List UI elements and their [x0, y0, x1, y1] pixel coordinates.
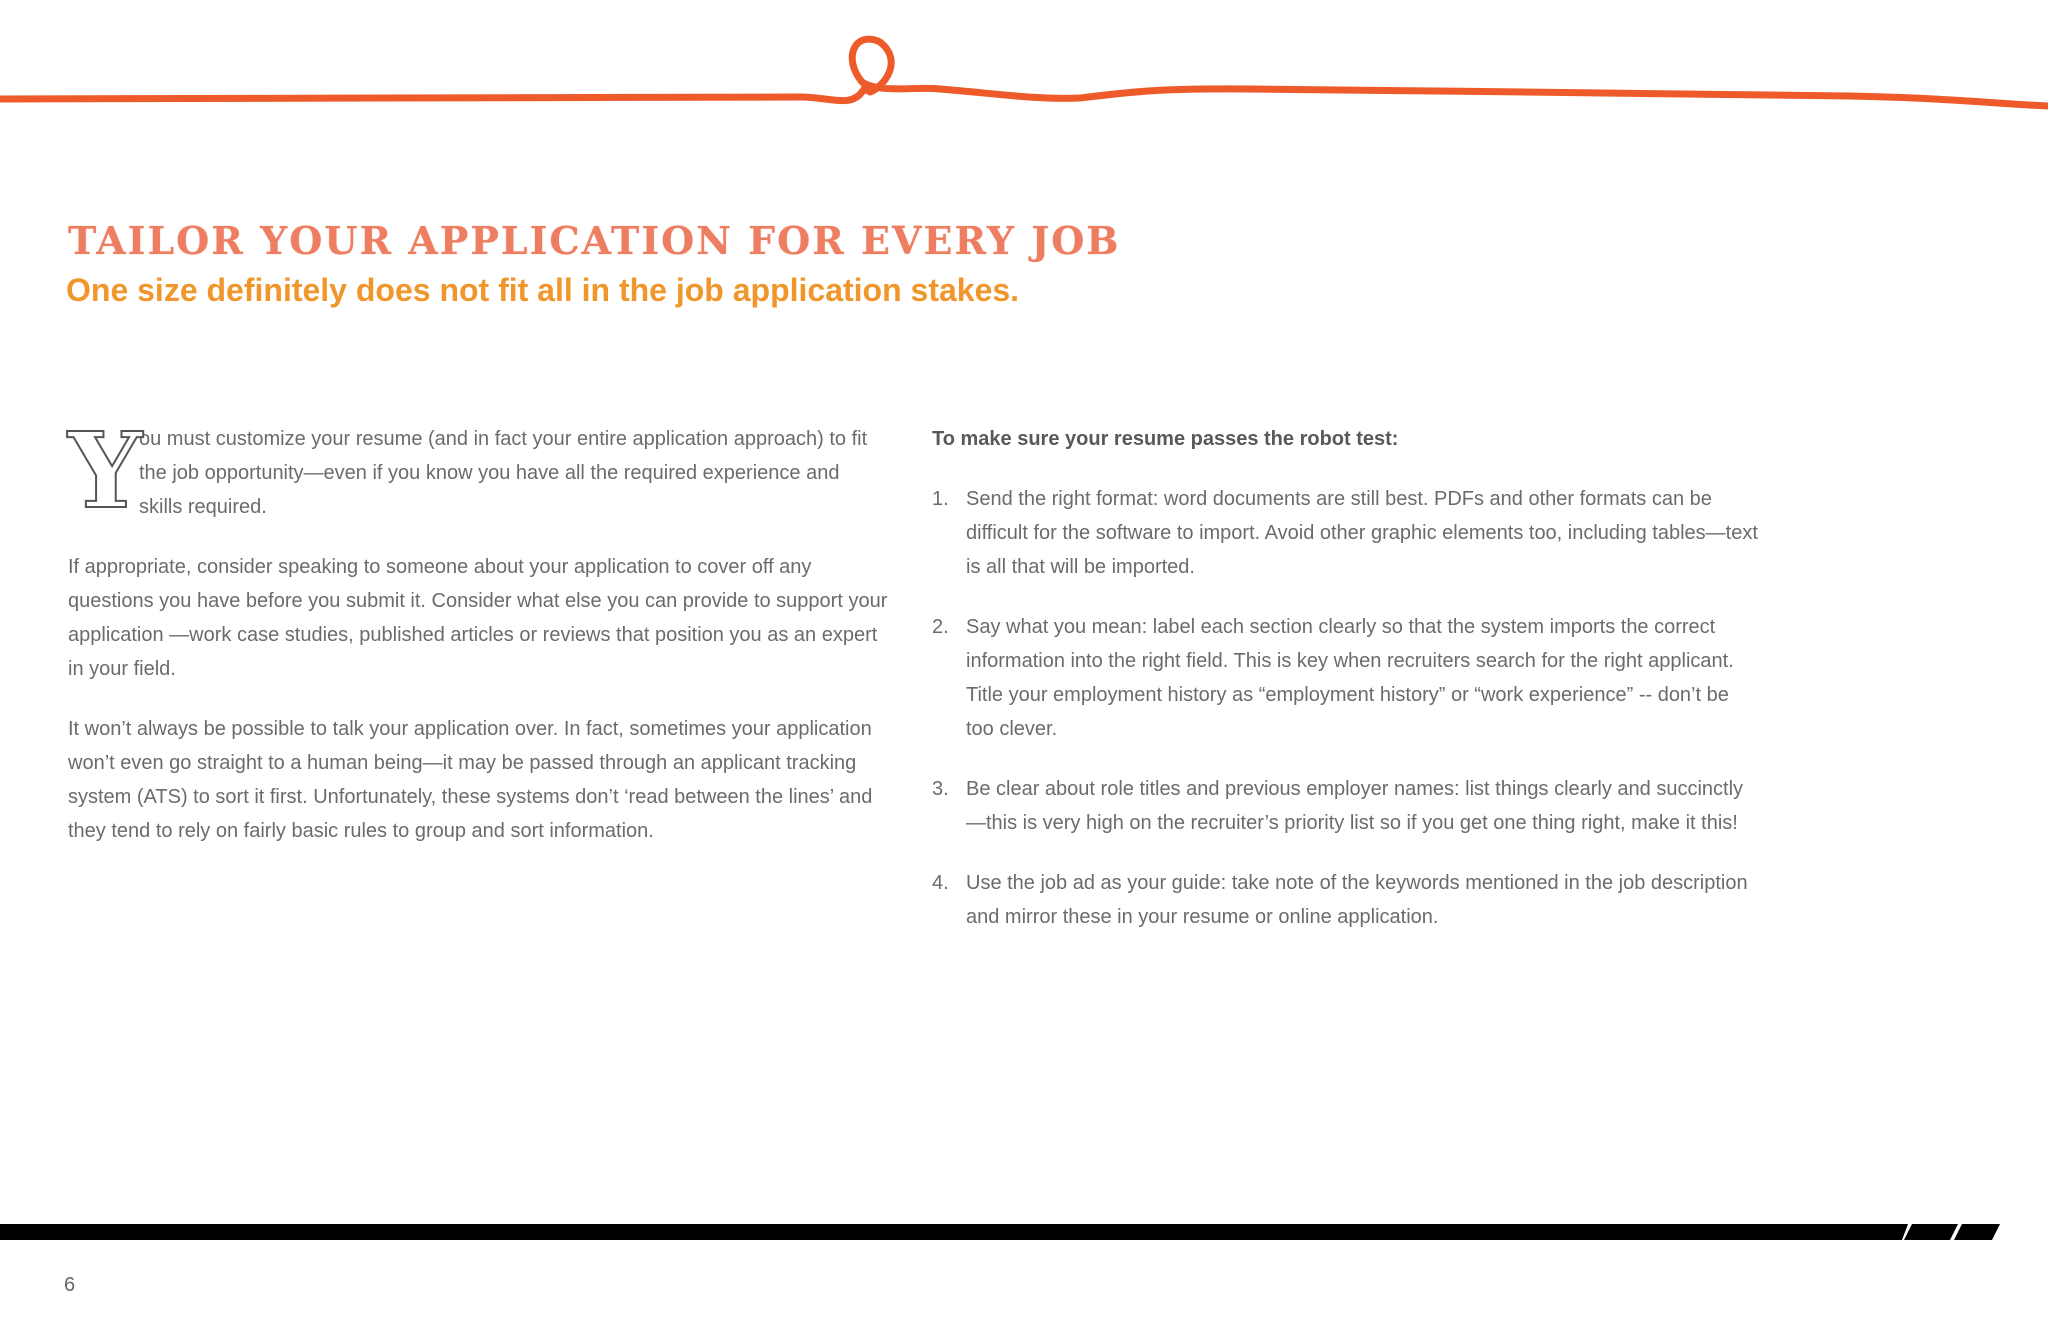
list-item-text: Be clear about role titles and previous employer names: list things clearly and succinctly—this is very high on the recruiter’s priority list so if you get one thing right, make it this! [966, 778, 1744, 834]
ribbon-line [0, 39, 2048, 106]
top-ribbon-decoration [0, 0, 2048, 140]
list-item [932, 866, 1762, 934]
page-title: TAILOR YOUR APPLICATION FOR EVERY JOB [68, 218, 1121, 263]
right-column [932, 422, 1762, 960]
tips-list [932, 482, 1762, 934]
list-item-text: Use the job ad as your guide: take note of the keywords mentioned in the job description and mirror these in your resume or online application. [966, 872, 1748, 928]
list-item [932, 610, 1762, 746]
page-subtitle: One size definitely does not fit all in the job application stakes. [66, 272, 1020, 308]
stripe-slash [1954, 1224, 2000, 1240]
dropcap-letter: Y [68, 409, 143, 532]
body-paragraph: If appropriate, consider speaking to someone about your application to cover off any questions you have before you submit it. Consider what else you can provide to support your application —work case studies, published articles or reviews that position you as an expert in your field. [68, 556, 888, 680]
list-item-number: 3. [932, 778, 949, 800]
left-column [68, 409, 888, 874]
list-item-text: Say what you mean: label each section clearly so that the system imports the correct information into the right field. This is key when recruiters search for the right applicant. Title your employment history as “employment history” or “work experience” -- don’t be too clever. [966, 616, 1734, 740]
list-item [932, 772, 1762, 840]
list-item-number: 2. [932, 616, 949, 638]
bottom-stripe-decoration [0, 1216, 2048, 1242]
page-number: 6 [64, 1274, 76, 1296]
body-paragraph: It won’t always be possible to talk your application over. In fact, sometimes your application won’t even go straight to a human being—it may be passed through an applicant tracking system (ATS) to sort it first. Unfortunately, these systems don’t ‘read between the lines’ and they tend to rely on fairly basic rules to group and sort information. [68, 718, 873, 842]
intro-paragraph [68, 409, 888, 532]
stripe-bar [0, 1224, 1908, 1240]
stripe-slash [1904, 1224, 1958, 1240]
list-item-number: 4. [932, 872, 949, 894]
intro-text: ou must customize your resume (and in fact your entire application approach) to fit the job opportunity—even if you know you have all the required experience and skills required. [139, 428, 868, 518]
list-item-text: Send the right format: word documents are still best. PDFs and other formats can be difficult for the software to import. Avoid other graphic elements too, including tables—text is all that will be imported. [966, 488, 1758, 578]
list-item-number: 1. [932, 488, 949, 510]
list-item [932, 482, 1762, 584]
list-lead: To make sure your resume passes the robot test: [932, 428, 1399, 450]
